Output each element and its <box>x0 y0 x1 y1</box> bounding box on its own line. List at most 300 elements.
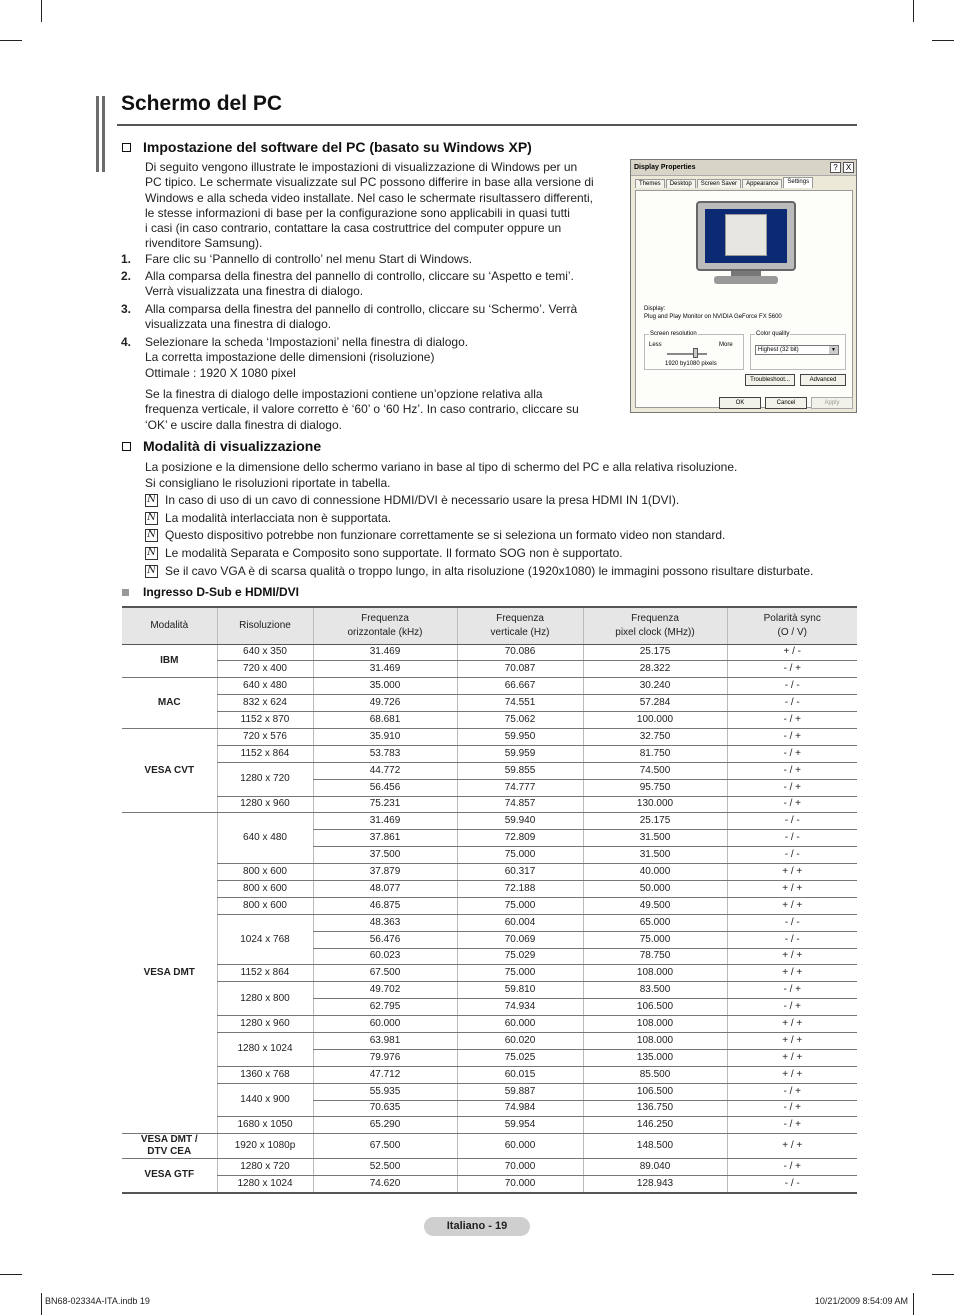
pixel-clock-cell: 78.750 <box>583 948 727 965</box>
pixel-clock-cell: 85.500 <box>583 1066 727 1083</box>
color-quality-group <box>750 331 846 370</box>
pixel-clock-cell: 50.000 <box>583 880 727 897</box>
note-sync-modes <box>145 546 623 560</box>
crop-mark <box>0 40 22 41</box>
note-icon: N <box>145 565 158 578</box>
step-3 <box>121 302 577 333</box>
sync-polarity-cell: - / + <box>727 728 857 745</box>
pixel-clock-cell: 30.240 <box>583 678 727 695</box>
table-title-text: Ingresso D-Sub e HDMI/DVI <box>143 585 300 599</box>
step-1 <box>121 252 472 267</box>
print-date-label: 10/21/2009 8:54:09 AM <box>814 1296 908 1306</box>
text-line: Si consigliano le risoluzioni riportate in tabella. <box>145 476 391 491</box>
table-row <box>122 728 857 745</box>
sync-polarity-cell: - / + <box>727 762 857 779</box>
step-number: 2. <box>121 269 132 283</box>
table-row <box>122 864 857 881</box>
pixel-clock-cell: 146.250 <box>583 1117 727 1134</box>
header-text: Frequenza <box>631 612 679 624</box>
table-row <box>122 1016 857 1033</box>
table-row <box>122 1117 857 1134</box>
v-freq-cell: 59.855 <box>457 762 583 779</box>
color-quality-value: Highest (32 bit) <box>758 347 799 353</box>
h-freq-cell: 75.231 <box>313 796 457 813</box>
v-freq-cell: 60.020 <box>457 1032 583 1049</box>
ok-button[interactable]: OK <box>719 397 761 409</box>
resolution-slider-track[interactable] <box>667 353 707 355</box>
table-row <box>122 796 857 813</box>
header-resolution <box>217 607 313 644</box>
h-freq-cell: 67.500 <box>313 1134 457 1159</box>
table-row <box>122 644 857 661</box>
mode-text: VESA CVT <box>144 764 195 776</box>
chevron-down-icon: ▼ <box>829 346 838 354</box>
h-freq-cell: 49.702 <box>313 982 457 999</box>
screen-resolution-label: Screen resolution <box>650 331 697 337</box>
more-label: More <box>719 342 733 348</box>
pixel-clock-cell: 108.000 <box>583 1032 727 1049</box>
pixel-clock-cell: 31.500 <box>583 830 727 847</box>
table-title <box>122 585 299 599</box>
table-row <box>122 914 857 931</box>
dialog-title: Display Properties <box>634 164 696 171</box>
step-4 <box>121 335 468 381</box>
text-line: Di seguito vengono illustrate le impostazioni di visualizzazione di Windows per un <box>145 160 578 174</box>
h-freq-cell: 52.500 <box>313 1159 457 1176</box>
mode-text: VESA DMT <box>143 967 195 979</box>
resolution-cell: 1280 x 800 <box>217 982 313 1016</box>
text-line: Alla comparsa della finestra del pannello di controllo, cliccare su ‘Aspetto e temi’. <box>145 269 574 283</box>
sync-polarity-cell: - / - <box>727 813 857 830</box>
sync-polarity-cell: + / + <box>727 864 857 881</box>
mode-text: VESA DMT / <box>140 1134 198 1146</box>
header-text: Risoluzione <box>239 619 291 631</box>
apply-button[interactable]: Apply <box>811 397 853 409</box>
pixel-clock-cell: 130.000 <box>583 796 727 813</box>
sync-polarity-cell: + / + <box>727 948 857 965</box>
mode-text: DTV CEA <box>147 1146 192 1158</box>
page-title: Schermo del PC <box>121 92 283 115</box>
mode-cell <box>122 644 217 678</box>
v-freq-cell: 75.000 <box>457 847 583 864</box>
note-vga-cable <box>145 564 813 578</box>
sync-polarity-cell: + / + <box>727 1066 857 1083</box>
v-freq-cell: 75.029 <box>457 948 583 965</box>
resolution-cell: 1280 x 720 <box>217 762 313 796</box>
resolution-cell: 720 x 576 <box>217 728 313 745</box>
sync-polarity-cell: + / + <box>727 880 857 897</box>
sync-polarity-cell: - / + <box>727 999 857 1016</box>
note-icon: N <box>145 529 158 542</box>
h-freq-cell: 56.456 <box>313 779 457 796</box>
mode-cell <box>122 1159 217 1193</box>
mode-text: MAC <box>157 697 181 709</box>
v-freq-cell: 75.062 <box>457 712 583 729</box>
pixel-clock-cell: 74.500 <box>583 762 727 779</box>
tab-desktop[interactable]: Desktop <box>666 179 696 188</box>
sync-polarity-cell: + / - <box>727 644 857 661</box>
h-freq-cell: 55.935 <box>313 1083 457 1100</box>
v-freq-cell: 60.015 <box>457 1066 583 1083</box>
note-text: Se il cavo VGA è di scarsa qualità o troppo lungo, in alta risoluzione (1920x1080) le immagini possono risultare disturbate. <box>165 564 814 578</box>
close-icon[interactable]: X <box>843 162 854 173</box>
resolution-cell: 1280 x 960 <box>217 796 313 813</box>
h-freq-cell: 37.861 <box>313 830 457 847</box>
h-freq-cell: 37.500 <box>313 847 457 864</box>
sync-polarity-cell: + / + <box>727 1016 857 1033</box>
pixel-clock-cell: 65.000 <box>583 914 727 931</box>
h-freq-cell: 31.469 <box>313 644 457 661</box>
pixel-clock-cell: 108.000 <box>583 965 727 982</box>
table-row <box>122 1083 857 1100</box>
table-row <box>122 1176 857 1193</box>
header-sync-polarity <box>727 607 857 644</box>
pixel-clock-cell: 40.000 <box>583 864 727 881</box>
square-bullet-icon <box>122 589 129 596</box>
note-icon: N <box>145 494 158 507</box>
header-pixel-clock <box>583 607 727 644</box>
section-heading-display-modes <box>122 438 321 454</box>
v-freq-cell: 70.069 <box>457 931 583 948</box>
resolution-cell: 1360 x 768 <box>217 1066 313 1083</box>
pixel-clock-cell: 136.750 <box>583 1100 727 1117</box>
v-freq-cell: 70.086 <box>457 644 583 661</box>
sync-polarity-cell: + / + <box>727 1134 857 1159</box>
pixel-clock-cell: 81.750 <box>583 745 727 762</box>
pixel-clock-cell: 108.000 <box>583 1016 727 1033</box>
v-freq-cell: 59.810 <box>457 982 583 999</box>
v-freq-cell: 70.000 <box>457 1159 583 1176</box>
sync-polarity-cell: - / + <box>727 1117 857 1134</box>
resolution-cell: 1440 x 900 <box>217 1083 313 1117</box>
display-label: Display: <box>644 306 666 312</box>
v-freq-cell: 60.004 <box>457 914 583 931</box>
sync-polarity-cell: - / - <box>727 830 857 847</box>
title-rule <box>117 124 857 126</box>
text-line: Alla comparsa della finestra del pannello di controllo, cliccare su ‘Schermo’. Verrà <box>145 302 578 316</box>
header-text: orizzontale (kHz) <box>347 626 423 638</box>
sync-polarity-cell: - / + <box>727 745 857 762</box>
h-freq-cell: 53.783 <box>313 745 457 762</box>
resolution-cell: 640 x 480 <box>217 678 313 695</box>
tab-appearance[interactable]: Appearance <box>742 179 782 188</box>
troubleshoot-button[interactable]: Troubleshoot... <box>745 374 795 386</box>
table-row <box>122 695 857 712</box>
v-freq-cell: 74.984 <box>457 1100 583 1117</box>
sync-polarity-cell: + / + <box>727 965 857 982</box>
pixel-clock-cell: 89.040 <box>583 1159 727 1176</box>
display-value: Plug and Play Monitor on NVIDIA GeForce FX 5600 <box>644 314 782 320</box>
sync-polarity-cell: + / + <box>727 897 857 914</box>
resolution-cell: 640 x 480 <box>217 813 313 864</box>
v-freq-cell: 74.551 <box>457 695 583 712</box>
text-line: Fare clic su ‘Pannello di controllo’ nel menu Start di Windows. <box>145 252 473 266</box>
monitor-icon <box>696 201 796 286</box>
sync-polarity-cell: - / + <box>727 1083 857 1100</box>
advanced-button[interactable]: Advanced <box>800 374 846 386</box>
resolution-cell: 1024 x 768 <box>217 914 313 965</box>
crop-mark <box>932 40 954 41</box>
sync-polarity-cell: + / + <box>727 1032 857 1049</box>
v-freq-cell: 60.000 <box>457 1134 583 1159</box>
header-mode <box>122 607 217 644</box>
resolution-cell: 800 x 600 <box>217 864 313 881</box>
v-freq-cell: 59.940 <box>457 813 583 830</box>
header-text: Polarità sync <box>763 612 821 624</box>
h-freq-cell: 35.000 <box>313 678 457 695</box>
display-modes-intro <box>145 460 737 492</box>
table-row <box>122 982 857 999</box>
h-freq-cell: 44.772 <box>313 762 457 779</box>
h-freq-cell: 70.635 <box>313 1100 457 1117</box>
note-hdmi <box>145 493 679 507</box>
h-freq-cell: 48.077 <box>313 880 457 897</box>
h-freq-cell: 47.712 <box>313 1066 457 1083</box>
pixel-clock-cell: 28.322 <box>583 661 727 678</box>
sync-polarity-cell: - / + <box>727 982 857 999</box>
sync-polarity-cell: - / - <box>727 695 857 712</box>
table-row <box>122 1032 857 1049</box>
resolution-cell: 1280 x 720 <box>217 1159 313 1176</box>
text-line: La corretta impostazione delle dimensioni (risoluzione) <box>145 350 435 365</box>
h-freq-cell: 56.476 <box>313 931 457 948</box>
note-interlaced <box>145 511 391 525</box>
header-text: verticale (Hz) <box>490 626 550 638</box>
sync-polarity-cell: - / - <box>727 931 857 948</box>
v-freq-cell: 75.000 <box>457 897 583 914</box>
pixel-clock-cell: 25.175 <box>583 813 727 830</box>
dialog-titlebar <box>631 160 856 176</box>
text-line: Verrà visualizzata una finestra di dialogo. <box>145 284 364 299</box>
crop-mark <box>0 1274 22 1275</box>
resolution-value: 1920 by1080 pixels <box>665 361 717 367</box>
h-freq-cell: 67.500 <box>313 965 457 982</box>
pixel-clock-cell: 83.500 <box>583 982 727 999</box>
resolution-cell: 800 x 600 <box>217 880 313 897</box>
cancel-button[interactable]: Cancel <box>765 397 807 409</box>
v-freq-cell: 74.857 <box>457 796 583 813</box>
mode-text: IBM <box>160 654 179 666</box>
pixel-clock-cell: 31.500 <box>583 847 727 864</box>
v-freq-cell: 74.777 <box>457 779 583 796</box>
h-freq-cell: 37.879 <box>313 864 457 881</box>
pixel-clock-cell: 32.750 <box>583 728 727 745</box>
pixel-clock-cell: 57.284 <box>583 695 727 712</box>
h-freq-cell: 31.469 <box>313 661 457 678</box>
text-line: frequenza verticale, il valore corretto è ‘60’ o ‘60 Hz’. In caso contrario, cliccare su <box>145 402 579 417</box>
v-freq-cell: 74.934 <box>457 999 583 1016</box>
pixel-clock-cell: 25.175 <box>583 644 727 661</box>
step-2 <box>121 269 574 300</box>
tab-settings[interactable]: Settings <box>783 177 813 188</box>
text-line: Windows e alla scheda video installate. Nel caso le schermate risultassero differenti, <box>145 190 593 205</box>
h-freq-cell: 31.469 <box>313 813 457 830</box>
table-row <box>122 762 857 779</box>
crop-mark <box>41 0 42 22</box>
settings-panel <box>635 190 853 408</box>
intro-paragraph <box>145 160 594 252</box>
resolution-cell: 1280 x 1024 <box>217 1176 313 1193</box>
text-line: visualizzata una finestra di dialogo. <box>145 317 332 332</box>
resolution-cell: 1152 x 870 <box>217 712 313 729</box>
v-freq-cell: 60.317 <box>457 864 583 881</box>
resolution-cell: 1920 x 1080p <box>217 1134 313 1159</box>
resolution-slider-handle[interactable] <box>693 348 698 358</box>
mode-cell <box>122 1134 217 1159</box>
mode-cell <box>122 678 217 729</box>
sync-polarity-cell: + / + <box>727 1049 857 1066</box>
table-header-row <box>122 607 857 644</box>
h-freq-cell: 35.910 <box>313 728 457 745</box>
pixel-clock-cell: 128.943 <box>583 1176 727 1193</box>
mode-cell <box>122 728 217 812</box>
text-line: i casi (in caso contrario, contattare la casa costruttrice del computer oppure un <box>145 221 562 236</box>
dialog-tabs <box>635 179 814 188</box>
text-line: Se la finestra di dialogo delle impostazioni contiene un’opzione relativa alla <box>145 387 543 401</box>
print-file-label: BN68-02334A-ITA.indb 19 <box>45 1296 150 1306</box>
step-number: 1. <box>121 252 132 266</box>
display-modes-table <box>122 606 857 1194</box>
note-text: In caso di uso di un cavo di connessione HDMI/DVI è necessario usare la presa HDMI IN 1(DVI). <box>165 493 680 507</box>
table-row <box>122 1134 857 1159</box>
display-properties-dialog <box>630 159 857 413</box>
note-text: La modalità interlacciata non è supportata. <box>165 511 392 525</box>
sync-polarity-cell: - / + <box>727 796 857 813</box>
crop-mark <box>932 1274 954 1275</box>
v-freq-cell: 59.950 <box>457 728 583 745</box>
pixel-clock-cell: 135.000 <box>583 1049 727 1066</box>
sync-polarity-cell: - / + <box>727 779 857 796</box>
pixel-clock-cell: 49.500 <box>583 897 727 914</box>
h-freq-cell: 74.620 <box>313 1176 457 1193</box>
text-line: rivenditore Samsung). <box>145 236 263 251</box>
v-freq-cell: 75.000 <box>457 965 583 982</box>
table-row <box>122 1159 857 1176</box>
text-line: Selezionare la scheda ‘Impostazioni’ nella finestra di dialogo. <box>145 335 469 349</box>
h-freq-cell: 60.000 <box>313 1016 457 1033</box>
sync-polarity-cell: - / - <box>727 678 857 695</box>
header-text: Modalità <box>150 619 189 631</box>
v-freq-cell: 72.188 <box>457 880 583 897</box>
resolution-cell: 1152 x 864 <box>217 965 313 982</box>
table-row <box>122 897 857 914</box>
pixel-clock-cell: 148.500 <box>583 1134 727 1159</box>
v-freq-cell: 72.809 <box>457 830 583 847</box>
note-nonstandard <box>145 528 725 542</box>
text-line: PC tipico. Le schermate visualizzate sul PC possono differire in base alla versione di <box>145 175 594 190</box>
crop-mark <box>913 1293 914 1315</box>
table-row <box>122 745 857 762</box>
h-freq-cell: 62.795 <box>313 999 457 1016</box>
sync-polarity-cell: - / + <box>727 661 857 678</box>
h-freq-cell: 60.023 <box>313 948 457 965</box>
note-text: Questo dispositivo potrebbe non funzionare correttamente se si seleziona un formato video non standard. <box>165 528 726 542</box>
h-freq-cell: 49.726 <box>313 695 457 712</box>
resolution-cell: 832 x 624 <box>217 695 313 712</box>
mode-cell <box>122 813 217 1134</box>
checkbox-bullet-icon <box>122 442 131 451</box>
sync-polarity-cell: - / + <box>727 1159 857 1176</box>
screen-resolution-group <box>644 331 744 370</box>
section-heading-text: Modalità di visualizzazione <box>143 438 322 454</box>
h-freq-cell: 68.681 <box>313 712 457 729</box>
tab-themes[interactable]: Themes <box>635 179 665 188</box>
table-row <box>122 712 857 729</box>
h-freq-cell: 63.981 <box>313 1032 457 1049</box>
v-freq-cell: 70.087 <box>457 661 583 678</box>
checkbox-bullet-icon <box>122 143 131 152</box>
sync-polarity-cell: - / - <box>727 847 857 864</box>
table-row <box>122 1066 857 1083</box>
h-freq-cell: 79.976 <box>313 1049 457 1066</box>
table-row <box>122 813 857 830</box>
table-row <box>122 965 857 982</box>
v-freq-cell: 59.959 <box>457 745 583 762</box>
resolution-cell: 1280 x 960 <box>217 1016 313 1033</box>
tab-screen-saver[interactable]: Screen Saver <box>697 179 741 188</box>
v-freq-cell: 60.000 <box>457 1016 583 1033</box>
pixel-clock-cell: 106.500 <box>583 1083 727 1100</box>
text-line: ‘OK’ e uscire dalla finestra di dialogo. <box>145 417 342 432</box>
mode-text: VESA GTF <box>144 1169 195 1181</box>
step-number: 4. <box>121 335 132 349</box>
pixel-clock-cell: 95.750 <box>583 779 727 796</box>
table-row <box>122 661 857 678</box>
v-freq-cell: 70.000 <box>457 1176 583 1193</box>
section-heading-software <box>122 139 532 155</box>
page-number-badge: Italiano - 19 <box>424 1217 530 1236</box>
color-quality-select[interactable] <box>755 345 839 355</box>
pixel-clock-cell: 106.500 <box>583 999 727 1016</box>
sync-polarity-cell: - / - <box>727 914 857 931</box>
table-row <box>122 678 857 695</box>
table-row <box>122 880 857 897</box>
text-line: le stesse informazioni di base per la configurazione sono applicabili in quasi tutti <box>145 205 570 220</box>
step-number: 3. <box>121 302 132 316</box>
resolution-cell: 1152 x 864 <box>217 745 313 762</box>
crop-mark <box>41 1293 42 1315</box>
resolution-cell: 800 x 600 <box>217 897 313 914</box>
v-freq-cell: 59.954 <box>457 1117 583 1134</box>
h-freq-cell: 65.290 <box>313 1117 457 1134</box>
header-v-freq <box>457 607 583 644</box>
note-icon: N <box>145 512 158 525</box>
header-text: Frequenza <box>361 612 409 624</box>
pixel-clock-cell: 75.000 <box>583 931 727 948</box>
sync-polarity-cell: - / - <box>727 1176 857 1193</box>
sync-polarity-cell: - / + <box>727 1100 857 1117</box>
resolution-cell: 640 x 350 <box>217 644 313 661</box>
header-text: (O / V) <box>777 626 807 638</box>
resolution-cell: 1280 x 1024 <box>217 1032 313 1066</box>
resolution-cell: 1680 x 1050 <box>217 1117 313 1134</box>
note-icon: N <box>145 547 158 560</box>
header-h-freq <box>313 607 457 644</box>
header-text: pixel clock (MHz)) <box>615 626 695 638</box>
frequency-paragraph <box>145 387 579 433</box>
crop-mark <box>913 0 914 22</box>
note-text: Le modalità Separata e Composito sono supportate. Il formato SOG non è supportato. <box>165 546 623 560</box>
header-text: Frequenza <box>496 612 544 624</box>
v-freq-cell: 66.667 <box>457 678 583 695</box>
resolution-cell: 720 x 400 <box>217 661 313 678</box>
less-label: Less <box>649 342 662 348</box>
pixel-clock-cell: 100.000 <box>583 712 727 729</box>
h-freq-cell: 48.363 <box>313 914 457 931</box>
sync-polarity-cell: - / + <box>727 712 857 729</box>
text-line: La posizione e la dimensione dello schermo variano in base al tipo di schermo del PC e alla relativa risoluzione. <box>145 460 738 474</box>
help-icon[interactable]: ? <box>830 162 841 173</box>
